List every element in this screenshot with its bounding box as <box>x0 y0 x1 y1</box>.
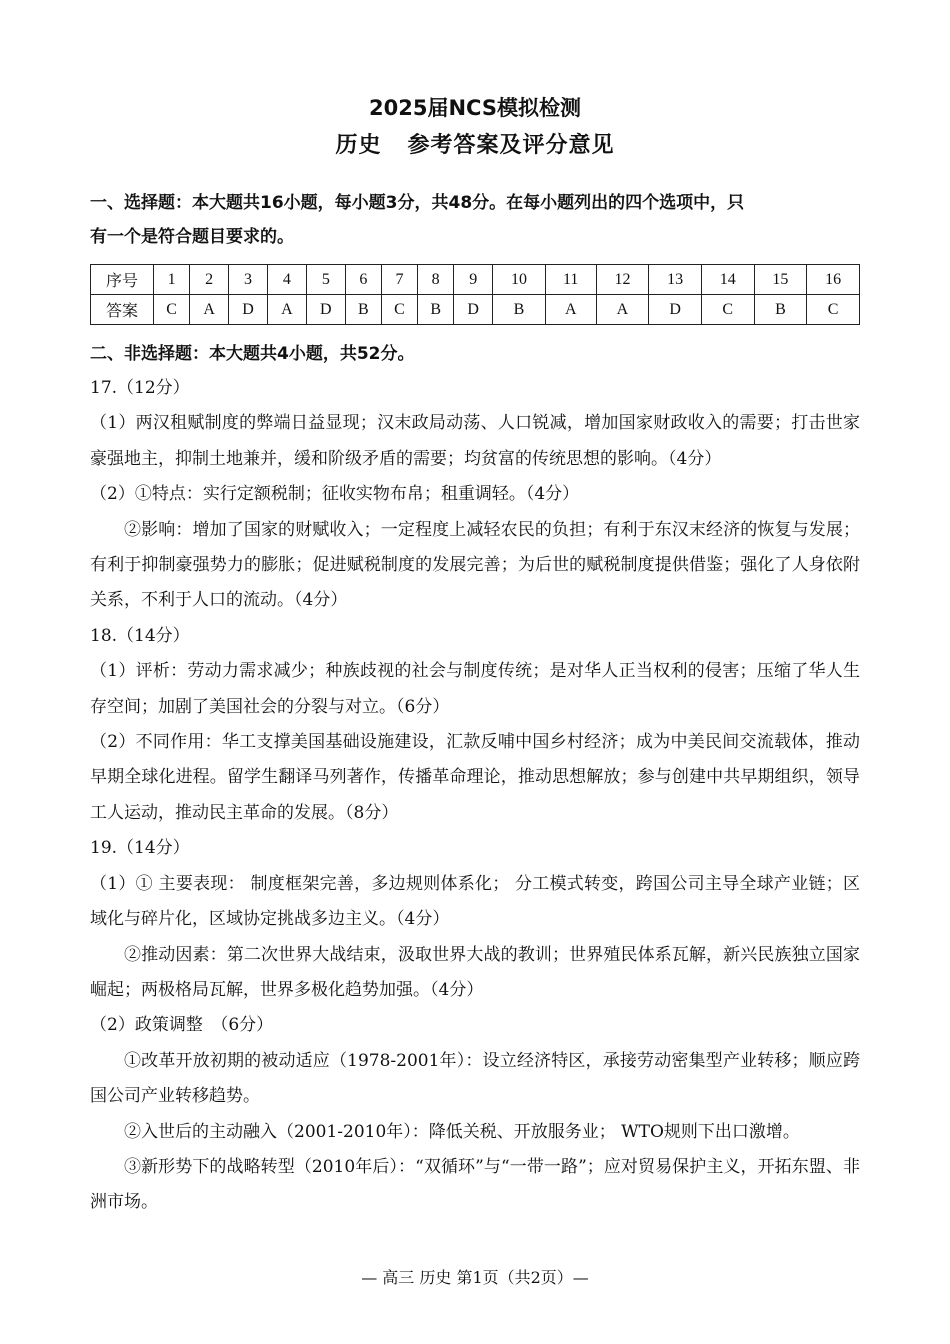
answer-cell: A <box>596 295 649 325</box>
section1-heading-line2: 有一个是符合题目要求的。 <box>90 227 294 247</box>
question-number: 7 <box>381 265 417 295</box>
q17-part1: （1）两汉租赋制度的弊端日益显现；汉末政局动荡、人口锐减，增加国家财政收入的需要；打击世家豪强地主，抑制土地兼并，缓和阶级矛盾的需要；均贫富的传统思想的影响。（4分） <box>90 413 860 469</box>
question-number: 5 <box>306 265 345 295</box>
q19-title: 19.（14分） <box>90 838 190 859</box>
q18-part2: （2）不同作用：华工支撑美国基础设施建设，汇款反哺中国乡村经济；成为中美民间交流载体，推动早期全球化进程。留学生翻译马列著作，传播革命理论，推动思想解放；参与创建中共早期组织，领导工人运动，推动民主革命的发展。（8分） <box>90 732 860 823</box>
subject-label: 历史 <box>335 133 382 158</box>
q19-part1-factors: ②推动因素：第二次世界大战结束，汲取世界大战的教训；世界殖民体系瓦解，新兴民族独立国家崛起；两极格局瓦解，世界多极化趋势加强。（4分） <box>90 944 860 1000</box>
answer-cell: A <box>545 295 596 325</box>
answer-cell: B <box>754 295 807 325</box>
question-number: 4 <box>267 265 306 295</box>
q19-part1: （1）① 主要表现： 制度框架完善，多边规则体系化； 分工模式转变，跨国公司主导全球产业链；区域化与碎片化，区域协定挑战多边主义。（4分） <box>90 873 860 930</box>
answer-cell: D <box>306 295 345 325</box>
answer-cell: C <box>154 295 190 325</box>
q19-part2-stage1: ①改革开放初期的被动适应（1978-2001年）：设立经济特区，承接劳动密集型产业转移；顺应跨国公司产业转移趋势。 <box>90 1050 860 1107</box>
q18-part1: （1）评析：劳动力需求减少；种族歧视的社会与制度传统；是对华人正当权利的侵害；压缩了华人生存空间；加剧了美国社会的分裂与对立。（6分） <box>90 661 860 717</box>
answer-cell: B <box>493 295 546 325</box>
answer-cell: C <box>701 295 754 325</box>
row-label-number: 序号 <box>91 265 154 295</box>
question-number: 16 <box>807 265 860 295</box>
subtitle-label: 参考答案及评分意见 <box>407 133 615 158</box>
question-number: 2 <box>190 265 229 295</box>
answer-cell: B <box>345 295 381 325</box>
question-number: 3 <box>229 265 268 295</box>
answer-table-number-row <box>91 265 860 295</box>
q17-part2: （2）①特点：实行定额税制；征收实物布帛；租重调轻。（4分） <box>90 484 580 505</box>
q17-part2-impact: ②影响：增加了国家的财赋收入；一定程度上减轻农民的负担；有利于东汉末经济的恢复与发展；有利于抑制豪强势力的膨胀；促进赋税制度的发展完善；为后世的赋税制度提供借鉴；强化了人身依附关系，不利于人口的流动。（4分） <box>90 519 860 611</box>
question-number: 1 <box>154 265 190 295</box>
q18-title: 18.（14分） <box>90 625 190 646</box>
section1-heading <box>90 186 860 254</box>
answer-cell: A <box>190 295 229 325</box>
answer-cell: D <box>649 295 702 325</box>
question-number: 11 <box>545 265 596 295</box>
answer-table <box>90 264 860 325</box>
answer-cell: C <box>807 295 860 325</box>
answer-cell: C <box>381 295 417 325</box>
question-number: 8 <box>418 265 454 295</box>
answer-cell: A <box>267 295 306 325</box>
answer-cell: D <box>229 295 268 325</box>
q19-part2-stage3: ③新形势下的战略转型（2010年后）：“双循环”与“一带一路”；应对贸易保护主义，开拓东盟、非洲市场。 <box>90 1156 860 1213</box>
q17-title: 17.（12分） <box>90 378 190 398</box>
q19-part2: （2）政策调整 （6分） <box>90 1015 274 1036</box>
answer-cell: B <box>418 295 454 325</box>
question-number: 12 <box>596 265 649 295</box>
question-number: 9 <box>454 265 493 295</box>
answer-table-answer-row <box>91 295 860 325</box>
answer-cell: D <box>454 295 493 325</box>
answer-body <box>90 371 860 1221</box>
q19-part2-stage2: ②入世后的主动融入（2001-2010年）：降低关税、开放服务业； WTO规则下出口激增。 <box>124 1121 800 1142</box>
question-number: 6 <box>345 265 381 295</box>
section2-heading: 二、非选择题：本大题共4小题，共52分。 <box>90 344 415 364</box>
section1-heading-line1: 一、选择题：本大题共16小题，每小题3分，共48分。在每小题列出的四个选项中，只 <box>90 193 745 213</box>
question-number: 14 <box>701 265 754 295</box>
question-number: 13 <box>649 265 702 295</box>
row-label-answer: 答案 <box>91 295 154 325</box>
page-footer: — 高三 历史 第1页（共2页）— <box>361 1268 589 1287</box>
document-subtitle <box>0 128 950 159</box>
exam-title: 2025届NCS模拟检测 <box>369 96 581 120</box>
question-number: 10 <box>493 265 546 295</box>
question-number: 15 <box>754 265 807 295</box>
